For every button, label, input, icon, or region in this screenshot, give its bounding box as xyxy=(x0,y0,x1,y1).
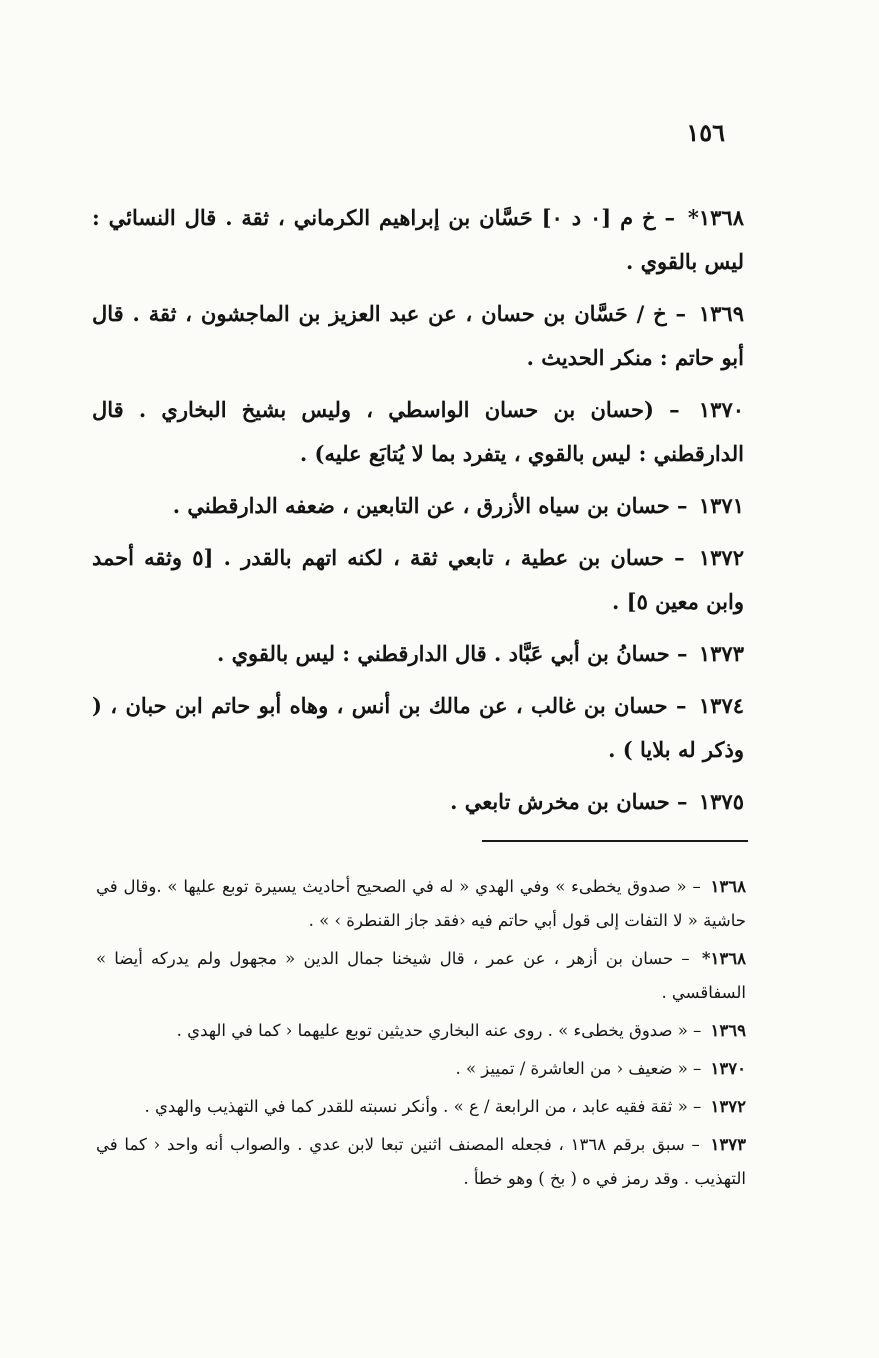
footnote-text: – حسان بن أزهر ، عن عمر ، قال شيخنا جمال الدين « مجهول ولم يدركه أيضا » السفاقسي . xyxy=(96,949,746,1002)
entry-text: – خ / حَسَّان بن حسان ، عن عبد العزيز بن الماجشون ، ثقة . قال أبو حاتم : منكر الحديث . xyxy=(92,301,744,370)
footnote-number: ١٣٦٨ xyxy=(710,877,746,896)
footnote xyxy=(96,1052,746,1086)
footnotes xyxy=(96,870,746,1200)
entry-text: – (حسان بن حسان الواسطي ، وليس بشيخ البخاري . قال الدارقطني : ليس بالقوي ، يتفرد بما لا يُتابَع عليه) . xyxy=(92,397,744,466)
page-number: ١٥٦ xyxy=(686,118,725,147)
footnote xyxy=(96,1090,746,1124)
entry-text: – حسان بن غالب ، عن مالك بن أنس ، وهاه أبو حاتم ابن حبان ، ( وذكر له بلايا ) . xyxy=(92,693,744,762)
entry-text: – حسان بن عطية ، تابعي ثقة ، لكنه اتهم بالقدر . [٥ وثقه أحمد وابن معين ٥] . xyxy=(92,545,744,614)
entry xyxy=(92,484,744,528)
entry xyxy=(92,780,744,824)
entry-number: ١٣٧٣ xyxy=(698,641,744,666)
entry-number: ١٣٦٨* xyxy=(687,205,744,230)
footnote xyxy=(96,1014,746,1048)
entry-text: – حسانُ بن أبي عَبَّاد . قال الدارقطني : ليس بالقوي . xyxy=(217,641,688,666)
entry-number: ١٣٧٤ xyxy=(698,693,745,718)
footnote-text: – سبق برقم ١٣٦٨ ، فجعله المصنف اثنين تبعا لابن عدي . والصواب أنه واحد ‹ كما في التهذيب . وقد رمز في ه ( بخ ) وهو خطأ . xyxy=(96,1135,746,1188)
footnote-text: – « صدوق يخطىء » . روى عنه البخاري حديثين توبع عليهما ‹ كما في الهدي . xyxy=(176,1021,702,1040)
entry-number: ١٣٦٩ xyxy=(698,301,744,326)
footnote-text: – « ثقة فقيه عابد ، من الرابعة / ع » . وأنكر نسبته للقدر كما في التهذيب والهدي . xyxy=(144,1097,702,1116)
entry xyxy=(92,292,744,380)
footnote xyxy=(96,942,746,1010)
footnote xyxy=(96,1128,746,1196)
footnote-number: ١٣٦٩ xyxy=(710,1021,746,1040)
entry-text: – حسان بن سياه الأزرق ، عن التابعين ، ضعفه الدارقطني . xyxy=(172,493,688,518)
entry xyxy=(92,632,744,676)
entry-text: – حسان بن مخرش تابعي . xyxy=(450,789,688,814)
entry-number: ١٣٧٥ xyxy=(698,789,744,814)
entry-number: ١٣٧٢ xyxy=(698,545,744,570)
entry-number: ١٣٧١ xyxy=(698,493,744,518)
footnote-divider xyxy=(482,840,748,842)
footnote-number: ١٣٧٠ xyxy=(710,1059,746,1078)
footnote-text: – « ضعيف ‹ من العاشرة / تمييز » . xyxy=(455,1059,702,1078)
entry xyxy=(92,388,744,476)
main-entries xyxy=(92,196,744,832)
entry xyxy=(92,684,744,772)
footnote xyxy=(96,870,746,938)
footnote-number: ١٣٦٨* xyxy=(701,949,746,968)
footnote-number: ١٣٧٣ xyxy=(710,1135,746,1154)
footnote-text: – « صدوق يخطىء » وفي الهدي « له في الصحيح أحاديث يسيرة توبع عليها » .وقال في حاشية « لا التفات إلى قول أبي حاتم فيه ‹فقد جاز القنطرة › » . xyxy=(96,877,746,930)
entry-text: – خ م [٠ د ٠] حَسَّان بن إبراهيم الكرماني ، ثقة . قال النسائي : ليس بالقوي . xyxy=(92,205,744,274)
footnote-number: ١٣٧٢ xyxy=(710,1097,746,1116)
entry xyxy=(92,196,744,284)
entry-number: ١٣٧٠ xyxy=(698,397,745,422)
entry xyxy=(92,536,744,624)
